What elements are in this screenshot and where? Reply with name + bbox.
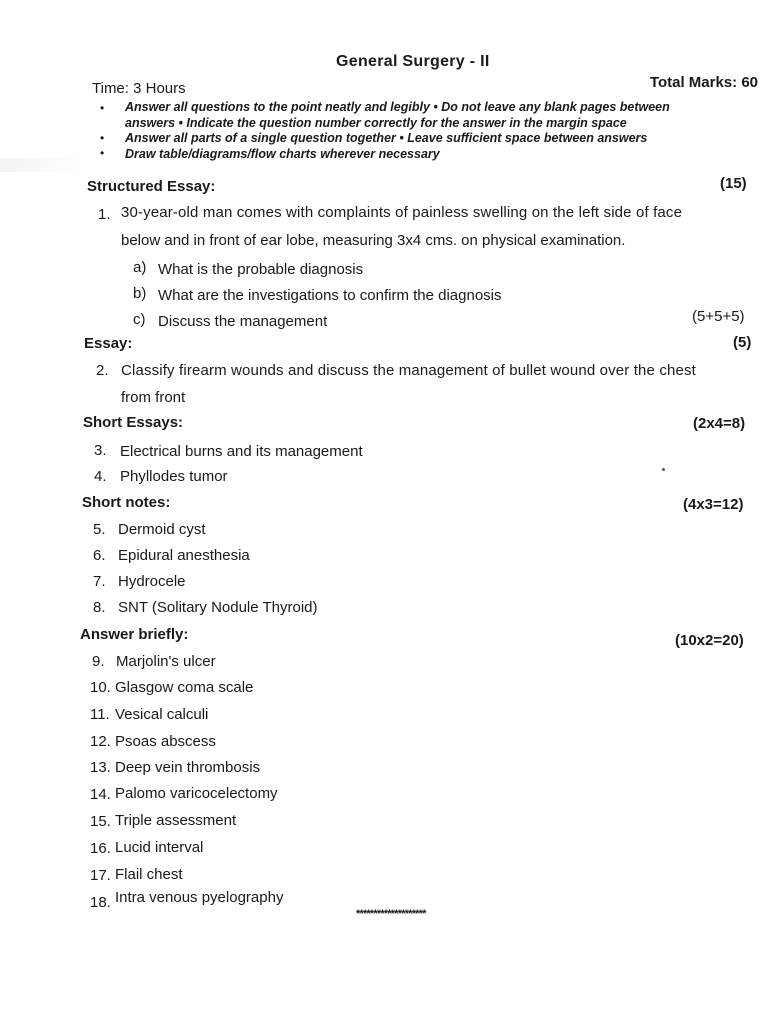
question-text: Hydrocele: [118, 573, 186, 590]
section-answer-briefly: Answer briefly:: [80, 626, 189, 643]
section-marks: (4x3=12): [683, 496, 744, 513]
question-number: 12.: [90, 733, 111, 750]
question-number: 6.: [93, 547, 106, 564]
question-number: 17.: [90, 867, 111, 884]
question-text: Intra venous pyelography: [115, 889, 284, 906]
subpart-label: c): [133, 311, 146, 328]
question-number: 7.: [93, 573, 106, 590]
end-of-paper-marker: ********************: [356, 908, 426, 920]
scan-smudge: [0, 158, 80, 172]
question-text: from front: [121, 389, 186, 406]
section-marks: (15): [720, 175, 747, 192]
question-text: Flail chest: [115, 866, 183, 883]
question-text: Deep vein thrombosis: [115, 759, 261, 776]
question-number: 4.: [94, 468, 107, 485]
section-short-essays: Short Essays:: [83, 414, 184, 431]
question-number: 8.: [93, 599, 106, 616]
question-number: 9.: [92, 653, 105, 670]
scan-speck: [662, 468, 665, 471]
question-text: below and in front of ear lobe, measuring 3x4 cms. on physical examination.: [121, 232, 626, 249]
subpart-text: What is the probable diagnosis: [158, 261, 364, 278]
section-short-notes: Short notes:: [82, 494, 171, 511]
question-number: 13.: [90, 759, 111, 776]
question-number: 2.: [96, 362, 109, 379]
question-text: Psoas abscess: [115, 733, 216, 750]
question-text: Triple assessment: [115, 812, 237, 829]
section-marks: (2x4=8): [693, 415, 746, 432]
question-text: Electrical burns and its management: [120, 443, 363, 460]
instruction-line: Answer all questions to the point neatly and legibly • Do not leave any blank pages between: [125, 100, 670, 114]
subpart-label: b): [133, 285, 147, 302]
question-text: Glasgow coma scale: [115, 679, 254, 696]
question-text: SNT (Solitary Nodule Thyroid): [118, 599, 318, 616]
subpart-label: a): [133, 259, 147, 276]
paper-title: General Surgery - II: [336, 53, 490, 70]
section-structured-essay: Structured Essay:: [87, 178, 216, 195]
question-number: 15.: [90, 813, 111, 830]
question-number: 11.: [90, 706, 110, 723]
subpart-text: What are the investigations to confirm the diagnosis: [158, 287, 502, 304]
total-marks: Total Marks: 60: [649, 74, 758, 91]
instruction-line: Answer all parts of a single question together • Leave sufficient space between answers: [125, 131, 648, 145]
question-text: Epidural anesthesia: [118, 547, 250, 564]
question-text: Vesical calculi: [115, 706, 209, 723]
instruction-line: answers • Indicate the question number correctly for the answer in the margin space: [125, 116, 627, 130]
subpart-text: Discuss the management: [158, 313, 328, 330]
question-number: 5.: [93, 521, 106, 538]
section-marks: (5): [733, 334, 752, 351]
bullet-icon: •: [100, 101, 105, 115]
bullet-icon: •: [100, 146, 105, 160]
question-number: 3.: [94, 442, 107, 459]
question-text: Marjolin's ulcer: [116, 653, 216, 670]
question-marks: (5+5+5): [692, 308, 745, 325]
question-number: 16.: [90, 840, 111, 857]
bullet-icon: •: [100, 131, 105, 145]
question-text: Dermoid cyst: [118, 521, 206, 538]
time-allowed: Time: 3 Hours: [92, 80, 186, 97]
instruction-line: Draw table/diagrams/flow charts wherever necessary: [125, 147, 440, 161]
question-number: 14.: [90, 786, 111, 803]
section-essay: Essay:: [84, 335, 133, 352]
question-text: Lucid interval: [115, 839, 204, 856]
question-text: Palomo varicocelectomy: [115, 785, 278, 802]
question-text: 30-year-old man comes with complaints of painless swelling on the left side of face: [121, 204, 683, 221]
question-number: 18.: [90, 894, 111, 911]
question-number: 1.: [98, 206, 111, 223]
question-text: Phyllodes tumor: [120, 468, 228, 485]
question-text: Classify firearm wounds and discuss the management of bullet wound over the chest: [121, 362, 696, 379]
question-number: 10.: [90, 679, 111, 696]
section-marks: (10x2=20): [675, 632, 744, 649]
